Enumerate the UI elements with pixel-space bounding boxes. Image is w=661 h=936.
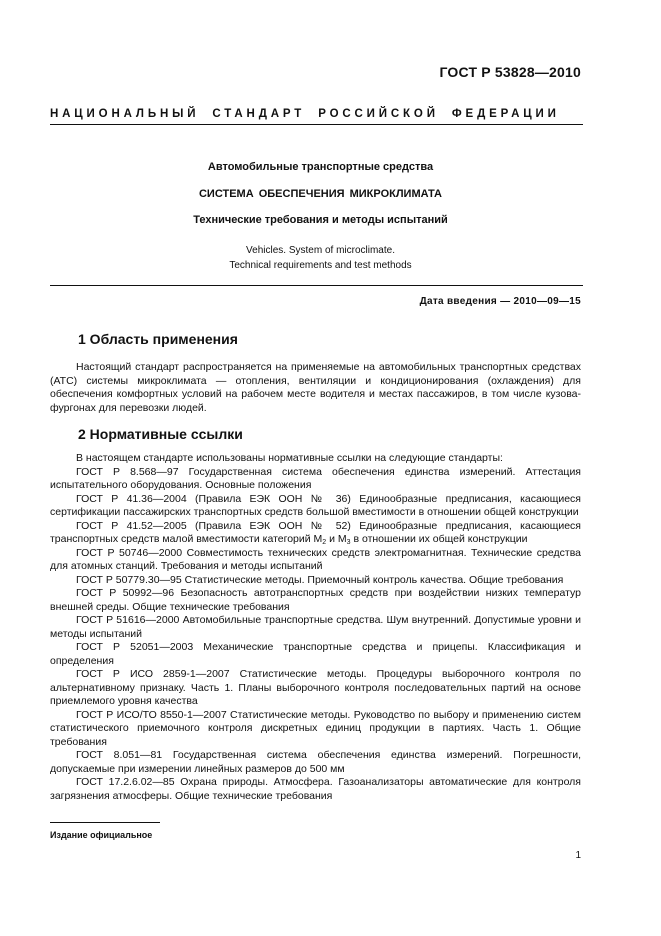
- ref-item: ГОСТ 17.2.6.02—85 Охрана природы. Атмосфера. Газоанализаторы автоматические для контроля загрязнения атмосферы. Общие технические требования: [50, 776, 581, 802]
- title-line-1: Автомобильные транспортные средства: [207, 161, 434, 173]
- english-title-line-2: Technical requirements and test methods: [229, 260, 412, 271]
- ref-item: [50, 520, 581, 547]
- page-number: 1: [575, 850, 581, 861]
- title-line-2: СИСТЕМА ОБЕСПЕЧЕНИЯ МИКРОКЛИМАТА: [198, 188, 442, 200]
- ref-item-text: ГОСТ Р 41.52—2005 (Правила ЕЭК ООН № 52) Единообразные предписания, касающиеся транспортных средств малой вместимости категорий M: [50, 519, 581, 545]
- scope-paragraph: Настоящий стандарт распространяется на применяемые на автомобильных транспортных средствах (АТС) системы микроклимата — отопления, вентиляции и кондиционирования (охлаждения) для обеспечения комфортных условий на рабочем месте водителя и местах пассажиров, в том числе кузова-фургонах для перевозки людей.: [50, 361, 581, 414]
- ref-item: ГОСТ Р 8.568—97 Государственная система обеспечения единства измерений. Аттестация испытательного оборудования. Основные положения: [50, 465, 581, 491]
- refs-intro: В настоящем стандарте использованы нормативные ссылки на следующие стандарты:: [76, 452, 503, 464]
- section-1-heading: 1 Область применения: [78, 331, 238, 347]
- ref-item: ГОСТ Р ИСО/ТО 8550-1—2007 Статистические методы. Руководство по выбору и применению систем статистического приемочного контроля дискретных единиц продукции в партиях. Часть 1. Общие требования: [50, 708, 581, 748]
- subscript: 3: [346, 539, 351, 546]
- official-edition-label: Издание официальное: [50, 830, 153, 840]
- middle-divider: [50, 285, 583, 286]
- section-2-heading: 2 Нормативные ссылки: [78, 426, 243, 442]
- ref-item: ГОСТ Р 50992—96 Безопасность автотранспортных средств при воздействии низких температур внешней среды. Общие технические требования: [50, 587, 581, 613]
- intro-date: Дата введения — 2010—09—15: [419, 296, 581, 307]
- ref-item: ГОСТ Р ИСО 2859-1—2007 Статистические методы. Процедуры выборочного контроля по альтернативному признаку. Часть 1. Планы выборочного контроля последовательных партий на основе приемлемого уровня качества: [50, 668, 581, 707]
- section-1-body: [50, 361, 581, 415]
- ref-item: ГОСТ Р 41.36—2004 (Правила ЕЭК ООН № 36) Единообразные предписания, касающиеся сертификации пассажирских транспортных средств большой вместимости в отношении общей конструкции: [50, 492, 581, 518]
- title-line-3: Технические требования и методы испытаний: [193, 214, 448, 226]
- document-number: ГОСТ Р 53828—2010: [439, 64, 581, 80]
- top-divider: [50, 124, 583, 125]
- ref-item: ГОСТ Р 52051—2003 Механические транспортные средства и прицепы. Классификация и определения: [50, 641, 581, 667]
- subscript: 2: [322, 539, 327, 546]
- section-2-body: [50, 452, 581, 803]
- english-title: [60, 243, 581, 273]
- ref-item: ГОСТ Р 51616—2000 Автомобильные транспортные средства. Шум внутренний. Допустимые уровни и методы испытаний: [50, 614, 581, 640]
- ref-item: ГОСТ 8.051—81 Государственная система обеспечения единства измерений. Погрешности, допускаемые при измерении линейных размеров до 500 мм: [50, 749, 581, 775]
- ref-item: ГОСТ Р 50779.30—95 Статистические методы. Приемочный контроль качества. Общие требования: [76, 573, 564, 586]
- english-title-line-1: Vehicles. System of microclimate.: [246, 245, 395, 256]
- national-standard-heading: НАЦИОНАЛЬНЫЙ СТАНДАРТ РОССИЙСКОЙ ФЕДЕРАЦИИ: [50, 108, 560, 120]
- footer-divider: [50, 822, 160, 823]
- ref-item-text: и M: [326, 533, 347, 545]
- ref-item-text: в отношении их общей конструкции: [350, 533, 528, 545]
- ref-item: ГОСТ Р 50746—2000 Совместимость технических средств электромагнитная. Технические средства для атомных станций. Требования и методы испытаний: [50, 546, 581, 572]
